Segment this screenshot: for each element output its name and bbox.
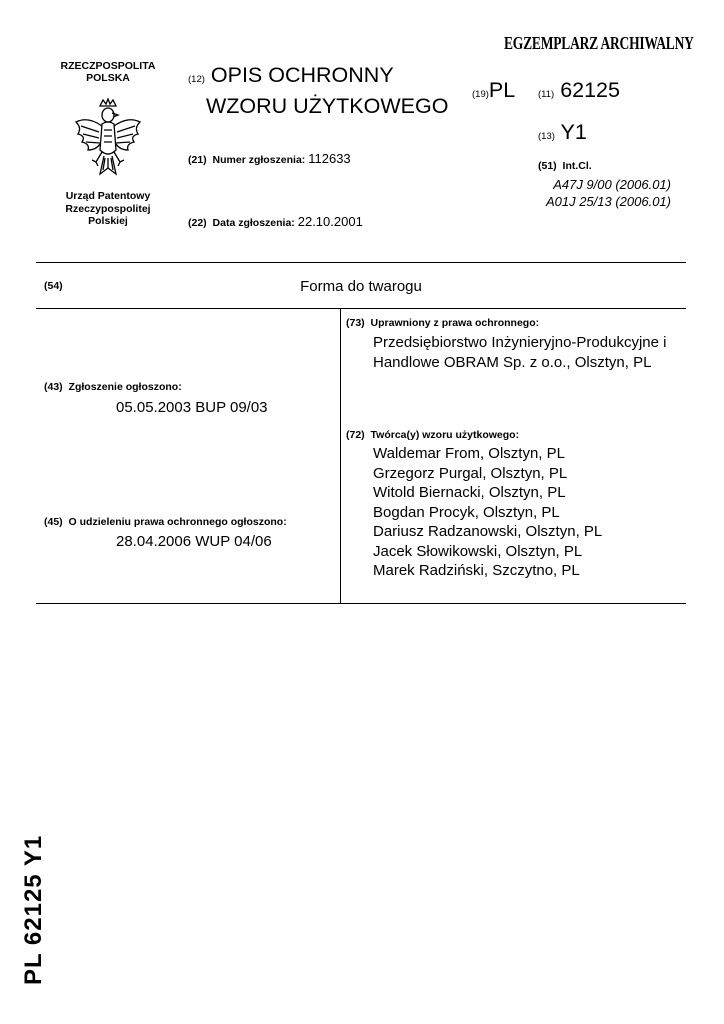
- office-line-1: Urząd Patentowy: [65, 190, 151, 202]
- code-72: (72): [346, 429, 365, 441]
- creator-name: Waldemar From, Olsztyn, PL: [373, 445, 565, 462]
- classification-label: Int.Cl.: [562, 160, 592, 172]
- code-43: (43): [44, 381, 63, 393]
- title-divider: [36, 308, 686, 309]
- ipc-class-2: A01J 25/13 (2006.01): [545, 194, 671, 209]
- code-73: (73): [346, 317, 365, 329]
- creator-name: Witold Biernacki, Olsztyn, PL: [373, 484, 566, 501]
- code-11: (11): [538, 89, 555, 100]
- field-19-country-code: [472, 78, 515, 103]
- field-73-label: [346, 317, 539, 329]
- filing-date-value: 22.10.2001: [297, 214, 363, 229]
- creator-name: Dariusz Radzanowski, Olsztyn, PL: [373, 523, 603, 540]
- code-19: (19): [472, 89, 489, 100]
- country-line-1: RZECZPOSPOLITA: [60, 60, 156, 72]
- ipc-class-1: A47J 9/00 (2006.01): [553, 177, 671, 192]
- country-line-2: POLSKA: [86, 72, 130, 84]
- creators-label: Twórca(y) wzoru użytkowego:: [370, 429, 520, 441]
- header-divider: [36, 262, 686, 263]
- patent-office-name: [50, 190, 166, 228]
- field-21-application-number: [188, 151, 351, 166]
- code-51: (51): [538, 160, 557, 172]
- office-line-2: Rzeczypospolitej: [65, 202, 151, 215]
- creator-name: Marek Radziński, Szczytno, PL: [373, 562, 580, 579]
- application-number-value: 112633: [308, 151, 351, 166]
- field-72-label: [346, 429, 519, 441]
- publication-number-value: 62125: [560, 78, 620, 102]
- bottom-divider: [36, 603, 686, 604]
- application-published-label: Zgłoszenie ogłoszono:: [68, 381, 182, 393]
- grant-published-value: 28.04.2006 WUP 04/06: [116, 533, 272, 550]
- code-22: (22): [188, 217, 207, 229]
- right-holder-line-1: Przedsiębiorstwo Inżynieryjno-Produkcyjne i: [373, 334, 667, 351]
- office-line-3: Polskiej: [88, 215, 128, 227]
- filing-date-label: Data zgłoszenia:: [212, 217, 295, 229]
- field-51-classification: [538, 160, 592, 172]
- country-name: [50, 60, 166, 84]
- code-13: (13): [538, 131, 555, 142]
- field-45-label: [44, 516, 287, 528]
- kind-code-value: Y1: [560, 120, 587, 144]
- grant-published-label: O udzieleniu prawa ochronnego ogłoszono:: [68, 516, 287, 528]
- document-type-title: [188, 62, 448, 120]
- creator-name: Jacek Słowikowski, Olsztyn, PL: [373, 542, 583, 560]
- country-code-value: PL: [488, 78, 516, 102]
- doc-type-line-2: WZORU UŻYTKOWEGO: [206, 94, 449, 118]
- right-holder: [373, 333, 666, 372]
- application-number-label: Numer zgłoszenia:: [212, 154, 306, 166]
- field-13-kind-code: [538, 120, 587, 145]
- side-document-id: PL 62125 Y1: [20, 834, 47, 985]
- creator-name: Bogdan Procyk, Olsztyn, PL: [373, 503, 560, 521]
- field-43-label: [44, 381, 182, 393]
- archive-stamp: EGZEMPLARZ ARCHIWALNY: [504, 33, 694, 54]
- utility-model-title: Forma do twarogu: [300, 278, 422, 295]
- field-22-filing-date: [188, 214, 363, 229]
- code-21: (21): [188, 154, 207, 166]
- creator-name: Grzegorz Purgal, Olsztyn, PL: [373, 464, 568, 482]
- right-holder-label: Uprawniony z prawa ochronnego:: [370, 317, 540, 329]
- code-45: (45): [44, 516, 63, 528]
- field-11-number: [538, 78, 620, 103]
- doc-type-code: (12): [188, 74, 205, 85]
- eagle-emblem-icon: [72, 98, 144, 180]
- code-54: (54): [44, 280, 63, 292]
- column-divider: [340, 308, 341, 604]
- creators-list: [373, 444, 602, 581]
- right-holder-line-2: Handlowe OBRAM Sp. z o.o., Olsztyn, PL: [373, 353, 652, 371]
- doc-type-line-1: OPIS OCHRONNY: [210, 63, 394, 87]
- application-published-value: 05.05.2003 BUP 09/03: [116, 399, 268, 416]
